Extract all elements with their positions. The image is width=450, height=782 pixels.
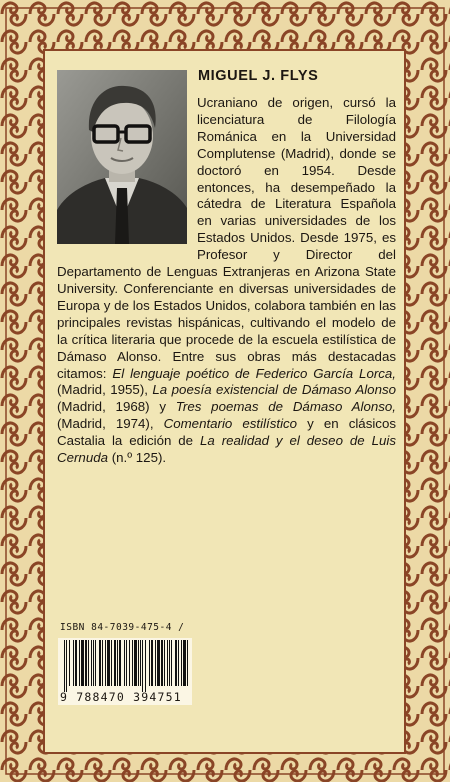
- work-title: El lenguaje poético de Federico García Lorca,: [112, 365, 397, 381]
- work-title: Comentario estilístico: [163, 416, 298, 432]
- barcode: [58, 638, 192, 705]
- barcode-digits: 9 788470 394751: [60, 690, 182, 704]
- author-name: MIGUEL J. FLYS: [198, 68, 319, 84]
- biography-text: Ucraniano de origen, cursó la licenciatura de Filología Románica en la Universidad Complutense (Madrid), donde se doctoró en 1954. Desde entonces, ha desempeñado la cátedra de Literatura Española en varias universidades de los Estados Unidos. Desde 1975, es Profesor y Director del Departamento de Lenguas Extranjeras en Arizona State University. Conferenciante en diversas universidades de Europa y de los Estados Unidos, colabora también en las principales revistas hispánicas, cultivando el modelo de la crítica literaria que procede de la escuela estilística de Dámaso Alonso. Entre sus obras más destacadas citamos: El lenguaje poético de Federico García Lorca, (Madrid, 1955), La poesía existencial de Dámaso Alonso (Madrid, 1968) y Tres poemas de Dámaso Alonso, (Madrid, 1974), Comentario estilístico y en clásicos Castalia la edición de La realidad y el deseo de Luis Cernuda (n.º 125).: [57, 95, 397, 466]
- author-biography: [57, 95, 396, 467]
- work-title: Tres poemas de Dámaso Alonso,: [175, 399, 396, 415]
- work-title: La realidad y el deseo de Luis Cernuda: [57, 433, 396, 466]
- barcode-bars: [58, 638, 192, 694]
- isbn-number: ISBN 84-7039-475-4 /: [60, 622, 185, 633]
- work-title: La poesía existencial de Dámaso Alonso: [152, 382, 397, 398]
